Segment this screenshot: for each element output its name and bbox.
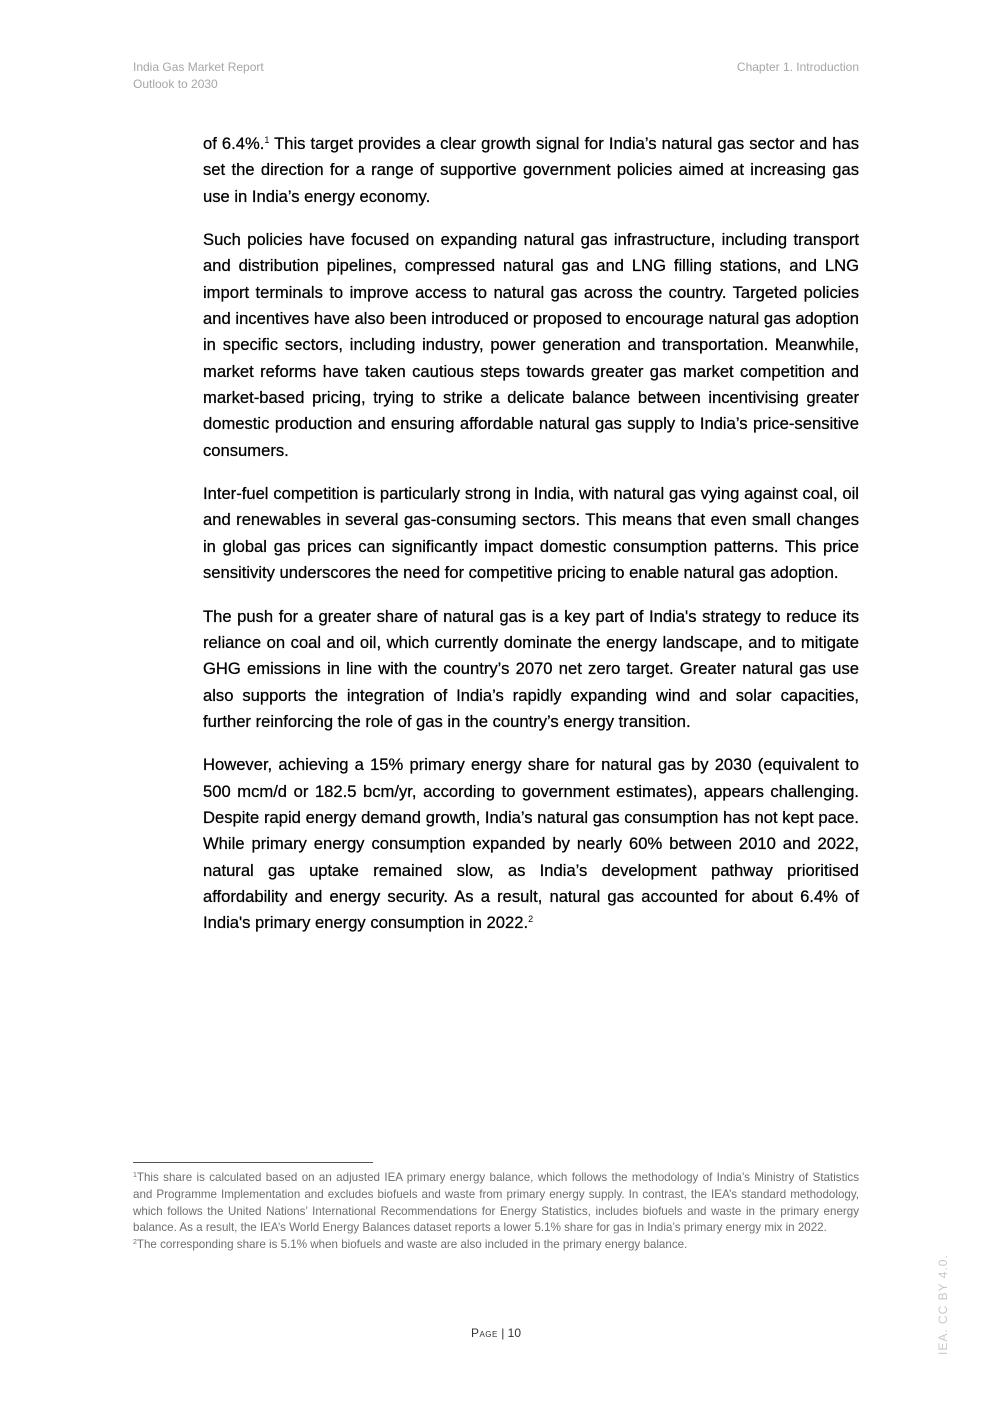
footnote-text: This share is calculated based on an adjusted IEA primary energy balance, which follows the methodology of India’s Ministry of Statistics and Programme Implementation and excludes biofuels and waste from primary energy supply. In contrast, the IEA’s standard methodology, which follows the United Nations’ International Recommendations for Energy Statistics, includes biofuels and waste in the primary energy balance. As a result, the IEA’s World Energy Balances dataset reports a lower 5.1% share for gas in India’s primary energy mix in 2022. [133, 1171, 859, 1235]
footnote-number: 2 [133, 1239, 137, 1247]
footnote-ref[interactable]: 2 [528, 914, 534, 925]
body-text [203, 131, 859, 954]
footnote-text: The corresponding share is 5.1% when biofuels and waste are also included in the primary energy balance. [136, 1238, 688, 1252]
paragraph: The push for a greater share of natural gas is a key part of India's strategy to reduce its reliance on coal and oil, which currently dominate the energy landscape, and to mitigate GHG emissions in line with the country’s 2070 net zero target. Greater natural gas use also supports the integration of India’s rapidly expanding wind and solar capacities, further reinforcing the role of gas in the country’s energy transition. [203, 606, 859, 731]
report-header [133, 59, 264, 93]
paragraph-text: of 6.4%. [203, 134, 265, 153]
chapter-title: Chapter 1. Introduction [736, 60, 859, 74]
footnote-divider [133, 1162, 373, 1163]
page-number [0, 1326, 992, 1340]
paragraph-text: This target provides a clear growth signal for India’s natural gas sector and has set the direction for a range of supportive government policies aimed at increasing gas use in India’s energy economy. [203, 134, 859, 206]
footnote [133, 1170, 859, 1237]
paragraph-text: However, achieving a 15% primary energy share for natural gas by 2030 (equivalent to 500 mcm/d or 182.5 bcm/yr, according to government estimates), appears challenging. Despite rapid energy demand growth, India’s natural gas consumption has not kept pace. While primary energy consumption expanded by nearly 60% between 2010 and 2022, natural gas uptake remained slow, as India’s development pathway prioritised affordability and energy security. As a result, natural gas accounted for about 6.4% of India's primary energy consumption in 2022. [203, 755, 859, 933]
page-label: Page [470, 1326, 498, 1340]
page-number-value: 10 [507, 1326, 522, 1340]
paragraph: Inter-fuel competition is particularly strong in India, with natural gas vying against coal, oil and renewables in several gas-consuming sectors. This means that even small changes in global gas prices can significantly impact domestic consumption patterns. This price sensitivity underscores the need for competitive pricing to enable natural gas adoption. [203, 484, 859, 583]
paragraph [203, 131, 859, 210]
paragraph [203, 752, 859, 936]
footnote-number: 1 [133, 1172, 137, 1179]
footnote [133, 1237, 859, 1254]
paragraph: Such policies have focused on expanding natural gas infrastructure, including transport and distribution pipelines, compressed natural gas and LNG filling stations, and LNG import terminals to improve access to natural gas across the country. Targeted policies and incentives have also been introduced or proposed to encourage natural gas adoption in specific sectors, including industry, power generation and transportation. Meanwhile, market reforms have taken cautious steps towards greater gas market competition and market-based pricing, trying to strike a delicate balance between incentivising greater domestic production and ensuring affordable natural gas supply to India’s price-sensitive consumers. [203, 230, 859, 460]
footnote-ref[interactable]: 1 [264, 135, 270, 145]
footnotes [133, 1170, 859, 1254]
report-subtitle: Outlook to 2030 [133, 77, 218, 91]
license-text: IEA. CC BY 4.0. [936, 1254, 950, 1355]
report-title: India Gas Market Report [133, 60, 264, 74]
page-separator: | [497, 1326, 508, 1340]
